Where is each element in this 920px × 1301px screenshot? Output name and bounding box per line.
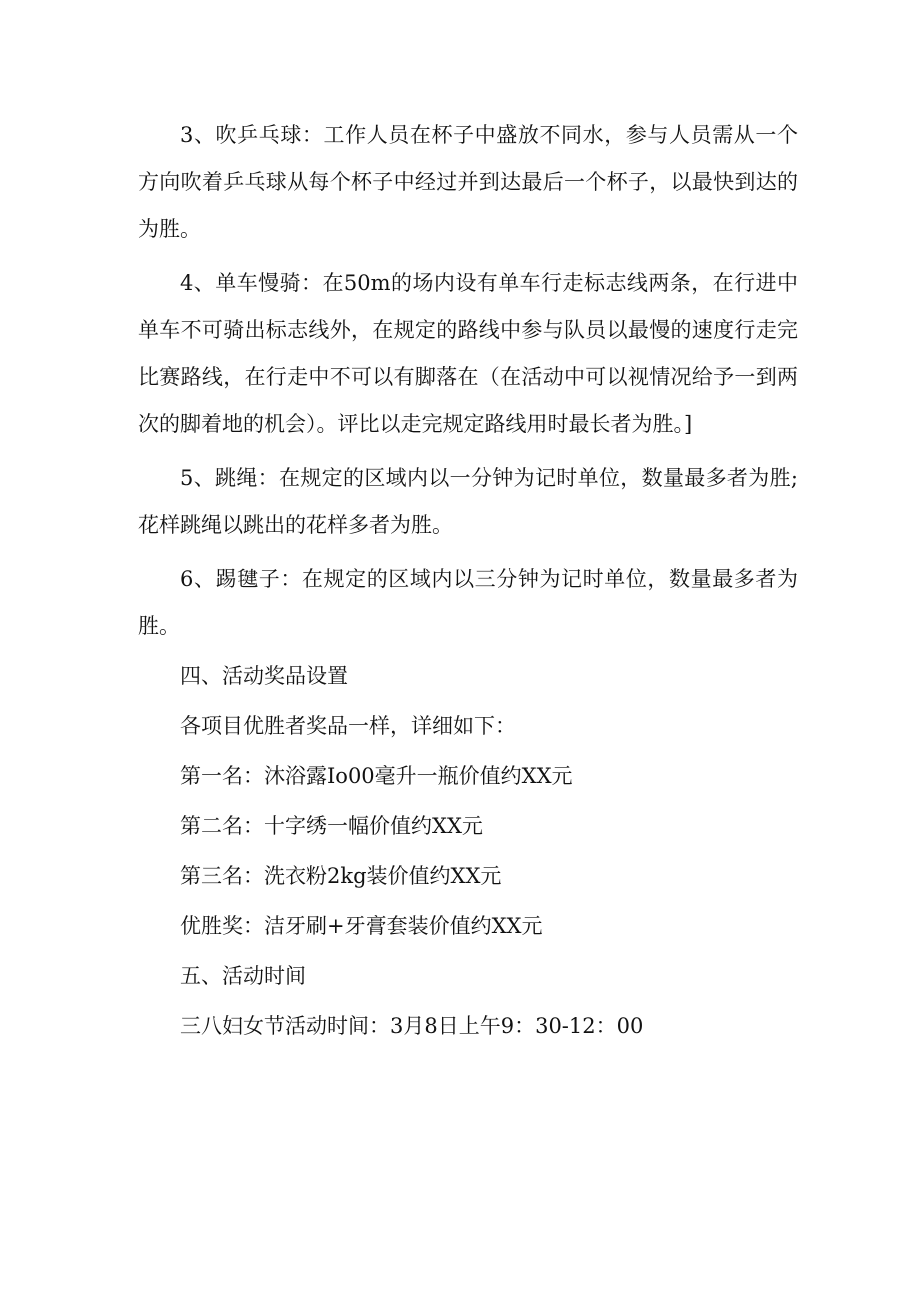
paragraph-shuttlecock: 6、踢毽子：在规定的区域内以三分钟为记时单位，数量最多者为胜。 xyxy=(138,567,798,638)
section-title-time: 五、活动时间 xyxy=(180,964,306,988)
document-body xyxy=(138,112,798,1050)
paragraph-slow-bike: 4、单车慢骑：在50m的场内设有单车行走标志线两条，在行进中单车不可骑出标志线外，在规定的路线中参与队员以最慢的速度行走完比赛路线，在行走中不可以有脚落在（在活动中可以视情况给予一到两次的脚着地的机会）。评比以走完规定路线用时最长者为胜。] xyxy=(138,271,798,436)
prize-third: 第三名：洗衣粉2kg装价值约XX元 xyxy=(180,864,502,888)
prize-intro: 各项目优胜者奖品一样，详细如下： xyxy=(180,714,516,738)
prize-excellence: 优胜奖：洁牙刷+牙膏套装价值约XX元 xyxy=(180,914,543,938)
prize-second: 第二名：十字绣一幅价值约XX元 xyxy=(180,814,483,838)
prize-first: 第一名：沐浴露Io00毫升一瓶价值约XX元 xyxy=(180,764,573,788)
paragraph-jump-rope: 5、跳绳：在规定的区域内以一分钟为记时单位，数量最多者为胜;花样跳绳以跳出的花样多者为胜。 xyxy=(138,466,798,537)
section-title-prizes: 四、活动奖品设置 xyxy=(180,664,348,688)
paragraph-ping-pong: 3、吹乒乓球：工作人员在杯子中盛放不同水，参与人员需从一个方向吹着乒乓球从每个杯子中经过并到达最后一个杯子，以最快到达的为胜。 xyxy=(138,123,798,241)
event-time: 三八妇女节活动时间：3月8日上午9：30-12：00 xyxy=(180,1014,644,1038)
